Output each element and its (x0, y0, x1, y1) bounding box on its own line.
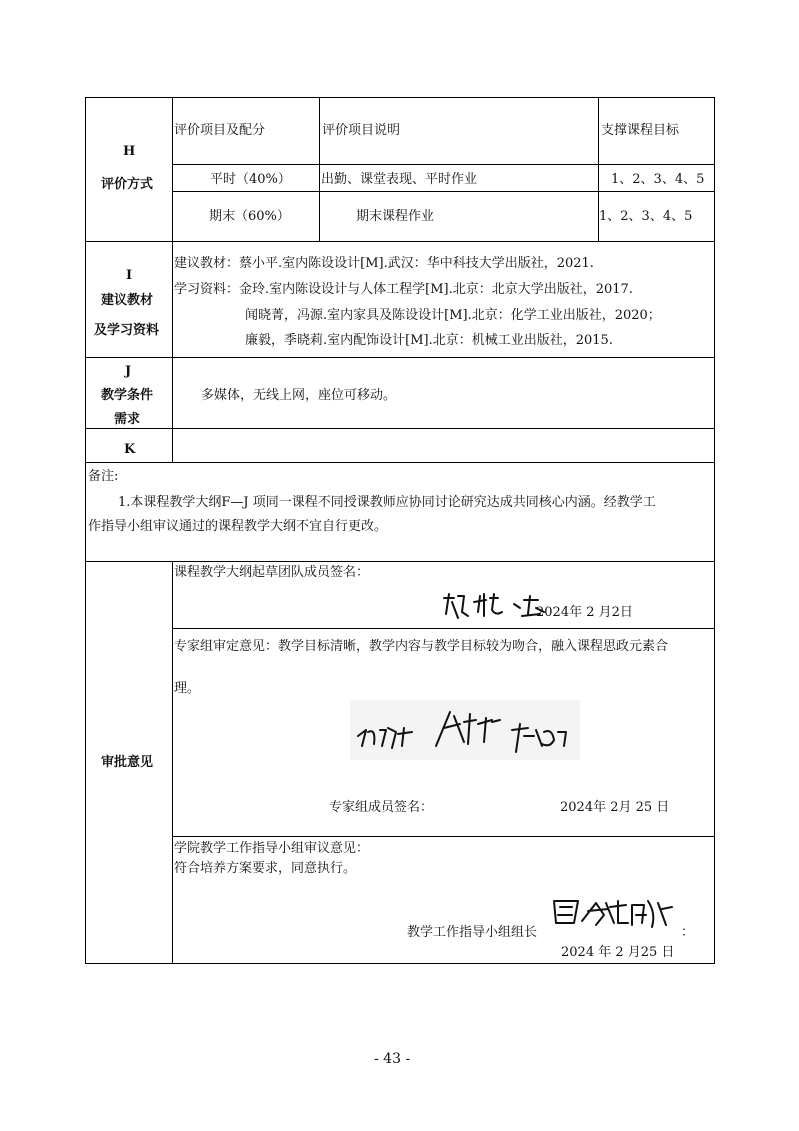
row-divider-k-notes (85, 462, 715, 463)
i-line-4: 廉毅，季晓莉.室内配饰设计[M].北京：机械工业出版社，2015. (245, 333, 613, 348)
h-item-2-name: 期末（60%） (209, 209, 290, 224)
expert-opinion-line-2: 理。 (174, 681, 201, 696)
leader-label: 教学工作指导小组组长 (407, 925, 538, 940)
h-row-divider-1 (172, 164, 715, 165)
h-item-2-description: 期末课程作业 (356, 209, 435, 224)
h-item-1-objectives: 1、2、3、4、5 (611, 172, 705, 187)
h-item-1-name: 平时（40%） (210, 172, 291, 187)
college-date: 2024 年 2 月25 日 (561, 945, 675, 960)
h-row-divider-2 (172, 191, 715, 192)
expert-signatures (352, 702, 580, 758)
approval-divider-1 (172, 628, 715, 629)
row-j-title-line2: 需求 (114, 412, 141, 427)
row-j-letter: J (125, 364, 132, 379)
leader-colon: ： (681, 925, 695, 940)
h-header-objectives: 支撑课程目标 (601, 123, 680, 138)
row-divider-j-k (85, 428, 715, 429)
page-number: - 43 - (374, 1051, 411, 1067)
i-line-1: 建议教材：蔡小平.室内陈设设计[M].武汉：华中科技大学出版社，2021. (174, 256, 594, 271)
leader-signature (548, 893, 678, 933)
expert-opinion-line-1: 专家组审定意见：教学目标清晰，教学内容与教学目标较为吻合，融入课程思政元素合 (174, 639, 669, 654)
approval-divider-2 (172, 836, 715, 837)
i-line-2: 学习资料：金玲.室内陈设设计与人体工程学[M].北京：北京大学出版社，2017. (174, 282, 633, 297)
row-h-title: 评价方式 (101, 177, 154, 192)
row-i-title-line1: 建议教材 (101, 293, 154, 308)
drafting-sign-label: 课程教学大纲起草团队成员签名： (174, 565, 370, 580)
notes-line-2: 作指导小组审议通过的课程教学大纲不宜自行更改。 (88, 519, 388, 534)
i-line-3: 闻晓菁，冯源.室内家具及陈设设计[M].北京：化学工业出版社，2020； (245, 308, 661, 323)
table-border-top (85, 97, 715, 98)
h-col-divider-1 (319, 97, 320, 241)
row-i-letter: I (126, 268, 133, 283)
row-k-letter: K (124, 442, 136, 457)
expert-date: 2024年 2月 25 日 (560, 800, 670, 815)
h-item-1-description: 出勤、课堂表现、平时作业 (321, 172, 478, 187)
row-divider-h-i (85, 241, 715, 242)
approval-title: 审批意见 (101, 755, 154, 770)
j-content: 多媒体，无线上网，座位可移动。 (201, 388, 397, 403)
college-opinion: 符合培养方案要求，同意执行。 (174, 861, 357, 876)
drafting-team-signature (440, 590, 550, 624)
row-h-letter: H (123, 144, 136, 159)
h-header-description: 评价项目说明 (322, 123, 401, 138)
table-border-right (714, 97, 715, 964)
label-column-divider-bottom (172, 561, 173, 964)
h-header-item: 评价项目及配分 (174, 123, 266, 138)
drafting-date: 2024年 2 月2日 (536, 605, 633, 620)
expert-sign-label: 专家组成员签名： (329, 800, 434, 815)
notes-label: 备注: (88, 469, 119, 484)
h-item-2-objectives: 1、2、3、4、5 (599, 209, 693, 224)
table-border-left (85, 97, 86, 964)
label-column-divider-top (172, 97, 173, 462)
college-opinion-label: 学院教学工作指导小组审议意见： (174, 841, 370, 856)
row-divider-i-j (85, 357, 715, 358)
row-divider-notes-approval (85, 561, 715, 562)
table-border-bottom (85, 963, 715, 964)
row-i-title-line2: 及学习资料 (94, 323, 160, 338)
row-j-title-line1: 教学条件 (101, 388, 154, 403)
notes-line-1: 1.本课程教学大纲F—J 项同一课程不同授课教师应协同讨论研究达成共同核心内涵。经教学工 (118, 495, 656, 510)
